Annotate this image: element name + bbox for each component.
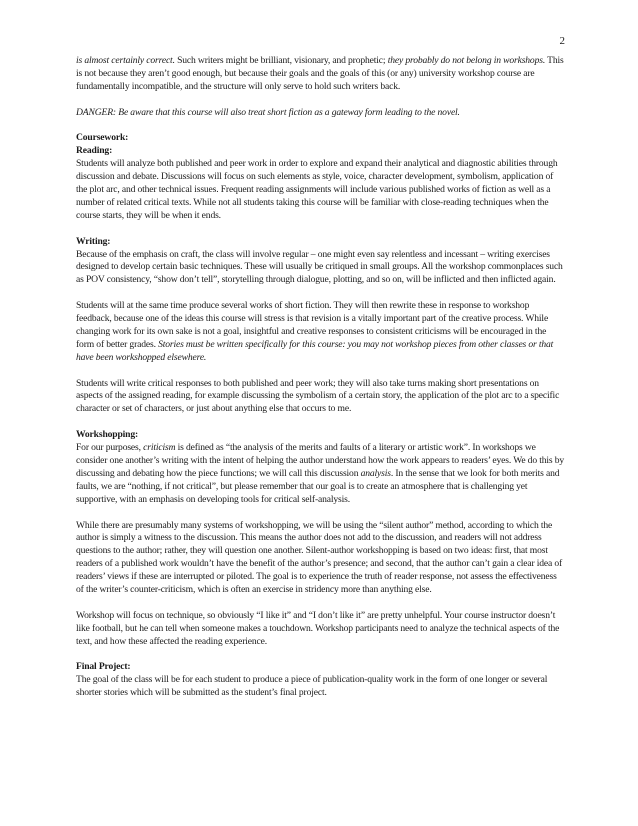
workshopping-p1-italic-b: criticism <box>143 442 176 454</box>
workshopping-p1-italic-d: analysis <box>360 467 391 479</box>
workshopping-section <box>76 429 566 506</box>
writing-paragraph-1: Because of the emphasis on craft, the class will involve regular – one might even say relentless and incessant – writing exercises designed to develop certain basic techniques. These will usually be critiqued in small groups. All the workshop commonplaces such as POV consistency, “show don’t tell”, storytelling through dialogue, plotting, and so on, will be inflicted and then inflicted again. <box>76 248 563 286</box>
writing-section <box>76 236 566 288</box>
writing-p2-italic: Stories must be written specifically for this course: you may not workshop pieces from other classes or that have been workshopped elsewhere. <box>76 338 554 363</box>
final-project-section <box>76 661 566 700</box>
writing-paragraph-2 <box>76 300 566 365</box>
workshopping-p1-text-c: is defined as “the analysis of the merits and faults of a literary or artistic work”. In workshops we consider one another’s writing with the intent of helping the author understand how the work appears to readers’ eyes. We do this by discussing and debating how the piece functions; we will call this discussion <box>76 442 565 479</box>
intro-italic-c: they probably do not belong in workshops. <box>387 55 546 66</box>
document-body <box>76 55 566 700</box>
writing-p2-text: Students will at the same time produce several works of short fiction. They will then rewrite these in response to workshop feedback, because one of the ideas this course will stress is that revision is a vitally important part of the creative process. While changing work for its own sake is not a goal, insightful and creative responses to consistent criticisms will be encouraged in the form of better grades. <box>76 300 549 350</box>
coursework-section <box>76 132 566 222</box>
intro-italic-a: is almost certainly correct. <box>76 55 175 66</box>
workshopping-paragraph-3: Workshop will focus on technique, so obviously “I like it” and “I don’t like it” are pretty unhelpful. Your course instructor doesn’t like football, but he can tell when someone makes a touchdown. Workshop participants need to analyze the technical aspects of the text, and how these affected the reading experience. <box>76 609 560 647</box>
workshopping-paragraph-2: While there are presumably many systems of workshopping, we will be using the “silent author” method, according to which the author is simply a witness to the discussion. This means the author does not add to the discussion, and readers will not address questions to the author; rather, they will question one another. Silent-author workshopping is based on two ideas: first, that most readers of a published work wouldn’t have the benefit of the author’s presence; and second, that the author can’t gain a clear idea of readers’ views if these are interrupted or piloted. The goal is to experience the truth of reader response, not assess the effectiveness of the writer’s counter-criticism, which is often an exercise in stridency more than anything else. <box>76 519 563 596</box>
intro-text-b: Such writers might be brilliant, visionary, and prophetic; <box>174 55 388 66</box>
final-project-heading: Final Project: <box>76 661 131 673</box>
reading-text: Students will analyze both published and peer work in order to explore and expand their analytical and diagnostic abilities through discussion and debate. Discussions will focus on such elements as style, voice, character development, symbolism, application of the plot arc, and other technical issues. Frequent reading assignments will include various published works of fiction as well as a number of related critical texts. While not all students taking this course will be familiar with close-reading techniques when the course starts, they will be when it ends. <box>76 158 558 221</box>
workshopping-heading: Workshopping: <box>76 429 139 441</box>
page-number: 2 <box>559 35 565 47</box>
intro-text-d: This is not because they aren’t good enough, but because their goals and the goals of this (or any) university workshop course are fundamentally incompatible, and the structure will only serve to hold such writers back. <box>76 55 564 92</box>
reading-heading: Reading: <box>76 145 113 157</box>
intro-paragraph <box>76 55 566 94</box>
final-project-text: The goal of the class will be for each student to produce a piece of publication-quality work in the form of one longer or several shorter stories which will be submitted as the student’s final project. <box>76 674 548 699</box>
writing-paragraph-3: Students will write critical responses to both published and peer work; they will also take turns making short presentations on aspects of the assigned reading, for example discussing the symbolism of a certain story, the application of the plot arc to a specific character or set of characters, or just about anything else that occurs to me. <box>76 377 560 415</box>
workshopping-p1-text-e: . In the sense that we look for both merits and faults, we are “nothing, if not critical”, but please remember that our goal is to create an atmosphere that is challenging yet supportive, with an emphasis on developing tools for critical self-analysis. <box>76 467 560 505</box>
writing-heading: Writing: <box>76 235 111 247</box>
coursework-heading: Coursework: <box>76 132 129 144</box>
danger-note: DANGER: Be aware that this course will also treat short fiction as a gateway form leading to the novel. <box>76 106 460 118</box>
workshopping-p1-text-a: For our purposes, <box>76 442 144 454</box>
